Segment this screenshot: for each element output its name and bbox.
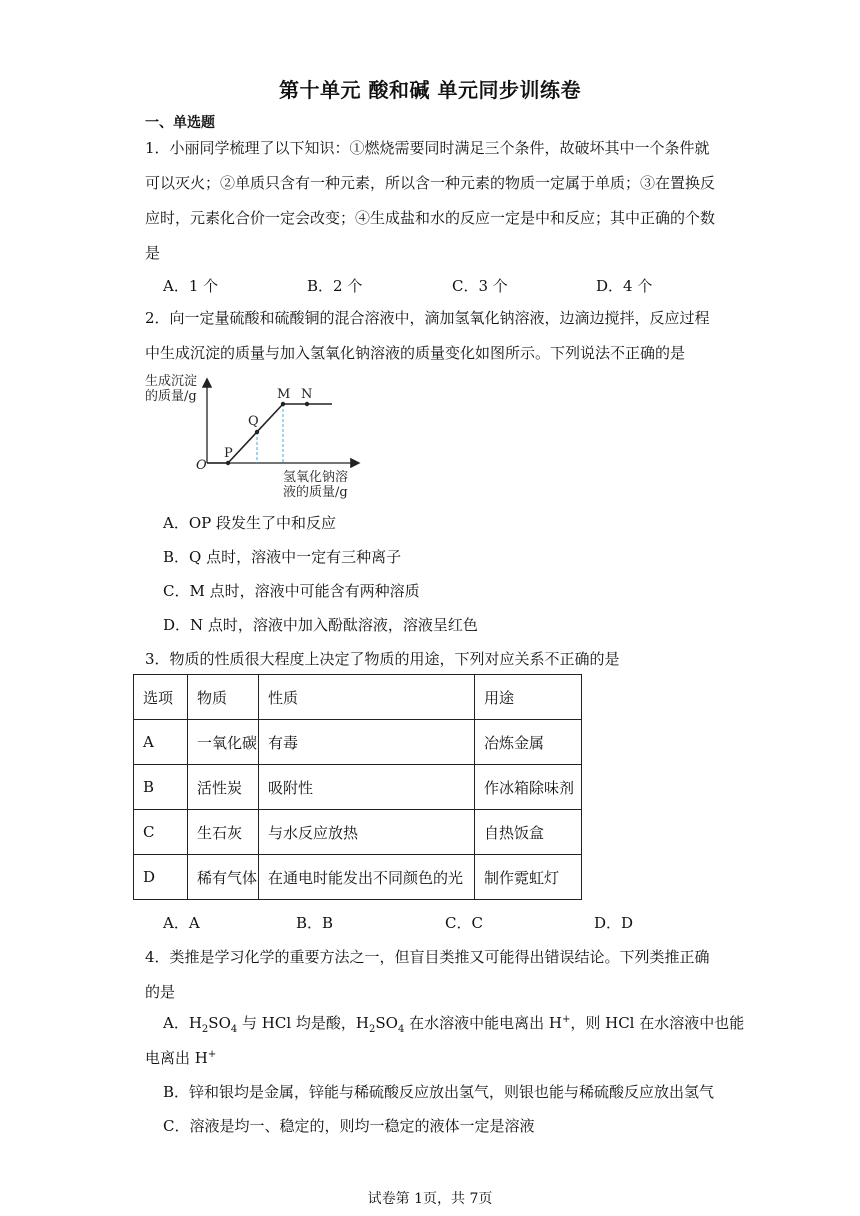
q2-option-a[interactable]: A．OP 段发生了中和反应 (163, 514, 336, 532)
q4-option-c[interactable]: C．溶液是均一、稳定的，则均一稳定的液体一定是溶液 (163, 1117, 535, 1135)
table-cell: 吸附性 (259, 765, 475, 810)
q3-option-c[interactable]: C．C (445, 914, 483, 932)
graph-label-q: Q (248, 414, 259, 429)
page-footer: 试卷第 1页，共 7页 (367, 1191, 493, 1207)
q1-option-b[interactable]: B．2 个 (307, 277, 363, 295)
q4-a-sup: + (207, 1049, 217, 1060)
q2-option-d[interactable]: D．N 点时，溶液中加入酚酞溶液，溶液呈红色 (163, 616, 478, 634)
q3-table (133, 674, 582, 900)
q2-option-c[interactable]: C．M 点时，溶液中可能含有两种溶质 (163, 582, 420, 600)
q4-a-text: 与 HCl 均是酸，H (237, 1014, 369, 1032)
q4-a-text: 在水溶液中能电离出 H (404, 1014, 562, 1032)
graph-point-p (226, 461, 230, 465)
table-header-cell: 性质 (259, 675, 475, 720)
q4-a-sup: + (561, 1014, 571, 1025)
graph-ylabel-2: 的质量/g (145, 389, 197, 404)
graph-xlabel-1: 氢氧化钠溶 (283, 470, 349, 485)
q4-a-text: SO (375, 1014, 398, 1032)
table-cell: B (134, 765, 188, 810)
graph-ylabel-1: 生成沉淀 (145, 374, 198, 389)
question-2-stem (145, 301, 720, 371)
question-1-stem (145, 131, 720, 271)
question-4-line: 的是 (145, 983, 176, 1001)
table-cell: 活性炭 (188, 765, 259, 810)
question-3-stem: 3．物质的性质很大程度上决定了物质的用途，下列对应关系不正确的是 (145, 650, 620, 668)
table-cell: 有毒 (259, 720, 475, 765)
q4-a-text: 电离出 H (145, 1049, 208, 1067)
q1-option-a[interactable]: A．1 个 (163, 277, 219, 295)
q3-option-a[interactable]: A．A (163, 914, 200, 932)
q4-a-text: A．H (163, 1014, 202, 1032)
precipitate-graph (140, 368, 380, 503)
graph-point-q (255, 430, 259, 434)
table-cell: C (134, 810, 188, 855)
table-row (134, 765, 582, 810)
question-2-line: 中生成沉淀的质量与加入氢氧化钠溶液的质量变化如图所示。下列说法不正确的是 (145, 344, 686, 362)
table-cell: 稀有气体 (188, 855, 259, 900)
q2-option-b[interactable]: B．Q 点时，溶液中一定有三种离子 (163, 548, 402, 566)
table-cell: 与水反应放热 (259, 810, 475, 855)
table-header-cell: 物质 (188, 675, 259, 720)
table-row (134, 810, 582, 855)
graph-xlabel-2: 液的质量/g (283, 485, 348, 500)
table-row (134, 720, 582, 765)
table-cell: 在通电时能发出不同颜色的光 (259, 855, 475, 900)
table-header-cell: 用途 (475, 675, 582, 720)
q4-option-a[interactable] (163, 1012, 744, 1033)
page-title: 第十单元 酸和碱 单元同步训练卷 (279, 78, 581, 102)
q4-a-text: ，则 HCl 在水溶液中也能 (570, 1014, 745, 1032)
q4-a-sub: 2 (201, 1024, 209, 1035)
graph-label-m: M (277, 387, 291, 402)
question-4-line: 4．类推是学习化学的重要方法之一，但盲目类推又可能得出错误结论。下列类推正确 (145, 948, 710, 966)
graph-origin-label: O (196, 458, 207, 473)
question-1-line: 是 (145, 244, 161, 262)
q3-option-b[interactable]: B．B (296, 914, 334, 932)
question-1-line: 1．小丽同学梳理了以下知识：①燃烧需要同时满足三个条件，故破坏其中一个条件就 (145, 139, 710, 157)
table-cell: 冶炼金属 (475, 720, 582, 765)
question-2-line: 2．向一定量硫酸和硫酸铜的混合溶液中，滴加氢氧化钠溶液，边滴边搅拌，反应过程 (145, 309, 710, 327)
q4-a-text: SO (208, 1014, 231, 1032)
graph-label-p: P (224, 446, 233, 461)
q3-option-d[interactable]: D．D (594, 914, 634, 932)
q1-option-d[interactable]: D．4 个 (596, 277, 653, 295)
table-row (134, 855, 582, 900)
table-cell: 生石灰 (188, 810, 259, 855)
q4-option-b[interactable]: B．锌和银均是金属，锌能与稀硫酸反应放出氢气，则银也能与稀硫酸反应放出氢气 (163, 1083, 715, 1101)
question-1-line: 可以灭火；②单质只含有一种元素，所以含一种元素的物质一定属于单质；③在置换反 (145, 174, 716, 192)
table-header-row (134, 675, 582, 720)
table-cell: A (134, 720, 188, 765)
table-cell: 一氧化碳 (188, 720, 259, 765)
q4-a-sub: 4 (397, 1024, 405, 1035)
graph-label-n: N (301, 387, 313, 402)
table-cell: D (134, 855, 188, 900)
q4-option-a-cont (145, 1047, 216, 1068)
q1-option-c[interactable]: C．3 个 (452, 277, 508, 295)
graph-point-n (305, 402, 309, 406)
question-1-line: 应时，元素化合价一定会改变；④生成盐和水的反应一定是中和反应；其中正确的个数 (145, 209, 716, 227)
section-heading: 一、单选题 (145, 115, 215, 131)
graph-point-m (281, 402, 285, 406)
table-cell: 作冰箱除味剂 (475, 765, 582, 810)
table-cell: 制作霓虹灯 (475, 855, 582, 900)
table-header-cell: 选项 (134, 675, 188, 720)
q4-a-sub: 4 (230, 1024, 238, 1035)
q4-a-sub: 2 (369, 1024, 376, 1035)
table-cell: 自热饭盒 (475, 810, 582, 855)
question-4-stem (145, 940, 720, 1010)
